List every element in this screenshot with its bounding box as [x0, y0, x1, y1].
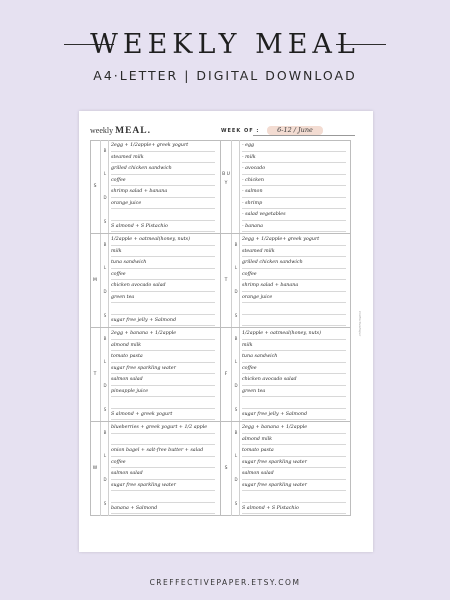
- meal-label: D: [234, 477, 238, 482]
- meal-entry[interactable]: 2egg + 1/2apple+ greek yogurt: [111, 140, 215, 152]
- entry-lines: [109, 422, 217, 516]
- day-label: W: [92, 466, 98, 471]
- meal-entry[interactable]: sugar free jelly + Salmond: [111, 315, 215, 327]
- buy-entry[interactable]: - avocado: [242, 163, 346, 175]
- day-label: F: [224, 372, 228, 377]
- meal-entry[interactable]: [242, 315, 346, 327]
- meal-entry[interactable]: coffee: [111, 175, 215, 187]
- meal-entry[interactable]: green tea: [111, 292, 215, 304]
- meal-entry[interactable]: green tea: [242, 386, 346, 398]
- entry-lines: [109, 140, 217, 234]
- meal-label: B: [103, 148, 107, 153]
- heading-prefix: weekly: [90, 126, 114, 135]
- day-label: T: [224, 278, 228, 283]
- meal-column: [231, 328, 240, 422]
- day-block-monday: [90, 234, 220, 328]
- day-label: M: [93, 278, 97, 283]
- meal-label: L: [103, 171, 107, 176]
- meal-entry[interactable]: banana + Salmond: [111, 503, 215, 515]
- meal-entry[interactable]: sugar free sparkling water: [111, 363, 215, 375]
- meal-entry[interactable]: chicken avocado salad: [242, 374, 346, 386]
- buy-entry[interactable]: - banana: [242, 221, 346, 233]
- meal-column: [100, 422, 109, 516]
- meal-entry[interactable]: almond milk: [242, 434, 346, 446]
- meal-entry[interactable]: shrimp salad + banana: [242, 280, 346, 292]
- meal-column: [100, 140, 109, 234]
- meal-entry[interactable]: [111, 491, 215, 503]
- meal-entry[interactable]: [111, 434, 215, 446]
- meal-entry[interactable]: S almond + S Pistachio: [242, 503, 346, 515]
- entry-lines: [240, 422, 348, 516]
- meal-grid: [90, 140, 351, 516]
- meal-column: [100, 328, 109, 422]
- meal-entry[interactable]: steamed milk: [111, 152, 215, 164]
- banner-subtitle: A4·LETTER | DIGITAL DOWNLOAD: [93, 68, 357, 83]
- meal-label: D: [103, 289, 107, 294]
- meal-entry[interactable]: coffee: [111, 457, 215, 469]
- meal-label: D: [103, 195, 107, 200]
- meal-entry[interactable]: steamed milk: [242, 246, 346, 258]
- meal-entry[interactable]: [242, 397, 346, 409]
- meal-label: D: [234, 383, 238, 388]
- banner-title: WEEKLY MEAL: [90, 29, 360, 60]
- meal-entry[interactable]: salmon salad: [111, 374, 215, 386]
- buy-entry[interactable]: - salmon: [242, 186, 346, 198]
- meal-entry[interactable]: S almond + S Pistachio: [111, 221, 215, 233]
- meal-entry[interactable]: [111, 303, 215, 315]
- entry-lines: [240, 328, 348, 422]
- day-block-sunday: [90, 140, 220, 234]
- meal-label: B: [103, 430, 107, 435]
- meal-label: B: [234, 430, 238, 435]
- day-label: S: [93, 184, 97, 189]
- meal-entry[interactable]: orange juice: [242, 292, 346, 304]
- meal-label: L: [234, 359, 238, 364]
- meal-entry[interactable]: [111, 397, 215, 409]
- meal-label: L: [234, 265, 238, 270]
- buy-entry[interactable]: - chicken: [242, 175, 346, 187]
- meal-entry[interactable]: salmon salad: [111, 468, 215, 480]
- meal-entry[interactable]: grilled chicken sandwich: [111, 163, 215, 175]
- meal-entry[interactable]: sugar free sparkling water: [242, 457, 346, 469]
- meal-entry[interactable]: coffee: [111, 269, 215, 281]
- shop-url[interactable]: CREFFECTIVEPAPER.ETSY.COM: [149, 578, 301, 587]
- meal-entry[interactable]: orange juice: [111, 198, 215, 210]
- meal-entry[interactable]: tomato pasta: [242, 445, 346, 457]
- week-of-underline: [253, 135, 355, 136]
- brand-mark: CreffectivePaper: [358, 311, 362, 337]
- week-of-value: 6-12 / June: [267, 126, 323, 135]
- meal-entry[interactable]: shrimp salad + banana: [111, 186, 215, 198]
- buy-entry[interactable]: - salad vegetables: [242, 209, 346, 221]
- meal-entry[interactable]: 2egg + banana + 1/2apple: [111, 328, 215, 340]
- meal-label: B: [103, 242, 107, 247]
- meal-label: S: [234, 313, 238, 318]
- week-of-label: WEEK OF :: [221, 128, 260, 134]
- meal-entry[interactable]: pineapple juice: [111, 386, 215, 398]
- meal-entry[interactable]: milk: [242, 340, 346, 352]
- meal-label: B: [103, 336, 107, 341]
- meal-column: [231, 140, 240, 234]
- meal-label: S: [234, 501, 238, 506]
- meal-entry[interactable]: 2egg + banana + 1/2apple: [242, 422, 346, 434]
- meal-entry[interactable]: 2egg + 1/2apple+ greek yogurt: [242, 234, 346, 246]
- meal-entry[interactable]: sugar free sparkling water: [111, 480, 215, 492]
- meal-label: B: [234, 242, 238, 247]
- meal-label: D: [103, 383, 107, 388]
- buy-entry[interactable]: - milk: [242, 152, 346, 164]
- entry-lines: [109, 234, 217, 328]
- day-block-saturday: [221, 422, 351, 516]
- meal-label: L: [234, 453, 238, 458]
- buy-entry[interactable]: - egg: [242, 140, 346, 152]
- meal-label: L: [103, 265, 107, 270]
- meal-label: B: [234, 336, 238, 341]
- meal-column: [231, 234, 240, 328]
- planner-heading: [90, 126, 151, 136]
- meal-label: S: [103, 501, 107, 506]
- meal-column: [100, 234, 109, 328]
- meal-entry[interactable]: salmon salad: [242, 468, 346, 480]
- day-block-tuesday: [90, 328, 220, 422]
- buy-label: B U Y: [222, 172, 230, 186]
- day-block-wednesday: [90, 422, 220, 516]
- meal-label: L: [103, 359, 107, 364]
- meal-entry[interactable]: sugar free jelly + Salmond: [242, 409, 346, 421]
- meal-entry[interactable]: S almond + greek yogurt: [111, 409, 215, 421]
- heading-main: MEAL.: [115, 126, 151, 136]
- buy-entry[interactable]: - shrimp: [242, 198, 346, 210]
- meal-label: S: [103, 219, 107, 224]
- meal-column: [231, 422, 240, 516]
- meal-label: L: [103, 453, 107, 458]
- meal-entry[interactable]: chicken avocado salad: [111, 280, 215, 292]
- planner-sheet: [79, 111, 373, 552]
- meal-entry[interactable]: [242, 491, 346, 503]
- meal-entry[interactable]: onion bagel + salt-free butter + salad: [111, 445, 215, 457]
- meal-entry[interactable]: milk: [111, 246, 215, 258]
- meal-entry[interactable]: tuna sandwich: [111, 257, 215, 269]
- meal-entry[interactable]: coffee: [242, 269, 346, 281]
- meal-entry[interactable]: blueberries + greek yogurt + 1/2 apple: [111, 422, 215, 434]
- meal-entry[interactable]: 1/2apple + oatmeal(honey, nuts): [111, 234, 215, 246]
- meal-label: S: [103, 407, 107, 412]
- meal-entry[interactable]: [242, 303, 346, 315]
- product-banner: [0, 0, 450, 96]
- entry-lines: [109, 328, 217, 422]
- day-block-friday: [221, 328, 351, 422]
- day-block-thursday: [221, 234, 351, 328]
- meal-label: D: [103, 477, 107, 482]
- entry-lines: [240, 140, 348, 234]
- meal-entry[interactable]: tuna sandwich: [242, 351, 346, 363]
- meal-label: D: [234, 289, 238, 294]
- meal-entry[interactable]: sugar free sparkling water: [242, 480, 346, 492]
- meal-entry[interactable]: 1/2apple + oatmeal(honey, nuts): [242, 328, 346, 340]
- meal-entry[interactable]: coffee: [242, 363, 346, 375]
- meal-entry[interactable]: [111, 209, 215, 221]
- meal-label: S: [234, 407, 238, 412]
- meal-entry[interactable]: tomato pasta: [111, 351, 215, 363]
- meal-entry[interactable]: almond milk: [111, 340, 215, 352]
- buy-list-block: [221, 140, 351, 234]
- day-label: S: [224, 466, 228, 471]
- meal-entry[interactable]: grilled chicken sandwich: [242, 257, 346, 269]
- day-label: T: [93, 372, 97, 377]
- entry-lines: [240, 234, 348, 328]
- meal-label: S: [103, 313, 107, 318]
